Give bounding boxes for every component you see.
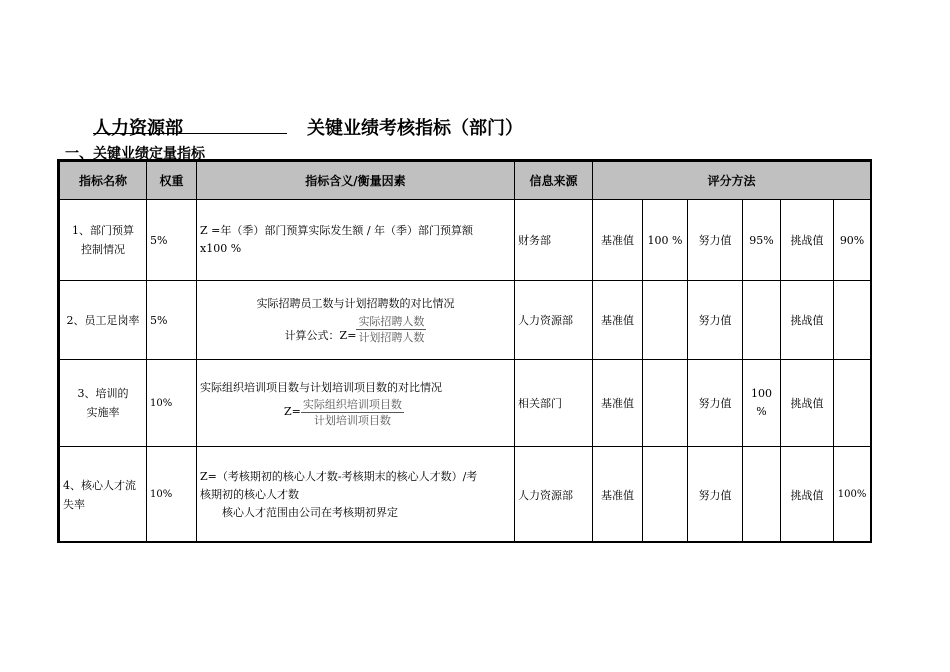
row-name-line: 3、培训的 [77,387,129,400]
row-name-line: 控制情况 [81,243,125,256]
row-weight: 5% [147,200,197,281]
row-source: 人力资源部 [515,281,593,360]
base-label: 基准值 [593,360,643,447]
effort-label: 努力值 [688,360,743,447]
effort-label: 努力值 [688,281,743,360]
base-value [643,447,688,543]
formula-fraction [301,397,404,428]
effort-value-line: 100 [751,387,772,400]
base-label: 基准值 [593,281,643,360]
row-source: 相关部门 [515,360,593,447]
effort-value: 95% [743,200,781,281]
base-label: 基准值 [593,200,643,281]
table-row [60,447,871,543]
row-source: 人力资源部 [515,447,593,543]
header-scoring: 评分方法 [593,162,871,200]
row-weight: 10% [147,447,197,543]
row-description [197,281,515,360]
effort-label: 努力值 [688,447,743,543]
effort-value [743,281,781,360]
desc-line: 实际招聘员工数与计划招聘数的对比情况 [256,297,455,310]
effort-value [743,360,781,447]
header-weight: 权重 [147,162,197,200]
challenge-value: 90% [834,200,871,281]
row-name-line: 失率 [63,497,85,511]
challenge-value [834,281,871,360]
base-value [643,281,688,360]
row-name-line: 4、核心人才流 [63,478,136,492]
challenge-label: 挑战值 [781,360,834,447]
page-title: 关键业绩考核指标（部门） [307,118,523,139]
department-name: 人力资源部 [93,118,183,139]
row-name-line: 1、部门预算 [72,224,134,237]
formula-numerator: 实际招聘人数 [358,314,425,328]
formula-denominator: 计划培训项目数 [313,413,391,427]
base-value [643,360,688,447]
table-row [60,200,871,281]
base-label: 基准值 [593,447,643,543]
desc-line: 核心人才范围由公司在考核期初界定 [222,505,398,519]
table-header-row [60,162,871,200]
row-description [197,200,515,281]
row-source: 财务部 [515,200,593,281]
department-underline [93,133,287,134]
row-name [60,360,147,447]
formula [285,313,427,345]
formula-fraction [356,314,426,345]
table-row [60,360,871,447]
row-name-line: 实施率 [86,406,120,419]
desc-line: Z=（考核期初的核心人才数-考核期末的核心人才数）/考 [200,469,478,483]
header-meaning: 指标含义/衡量因素 [197,162,515,200]
formula [284,397,404,428]
effort-value [743,447,781,543]
header-source: 信息来源 [515,162,593,200]
effort-label: 努力值 [688,200,743,281]
kpi-table-frame [57,159,872,543]
challenge-label: 挑战值 [781,281,834,360]
desc-line: 实际组织培训项目数与计划培训项目数的对比情况 [200,380,442,394]
row-weight: 5% [147,281,197,360]
desc-line: x100 % [200,242,242,255]
row-weight: 10% [147,360,197,447]
section-title: 一、关键业绩定量指标 [65,146,205,162]
challenge-value: 100% [834,447,871,543]
header-name: 指标名称 [60,162,147,200]
challenge-label: 挑战值 [781,447,834,543]
formula-prefix: Z= [284,405,301,418]
row-description [197,360,515,447]
formula-prefix: 计算公式：Z= [284,329,357,342]
desc-line: Z =年（季）部门预算实际发生额 / 年（季）部门预算额 [200,224,474,237]
challenge-value [834,360,871,447]
formula-numerator: 实际组织培训项目数 [302,397,402,411]
desc-line: 核期初的核心人才数 [200,487,299,501]
kpi-table [59,161,871,543]
effort-value-line: % [756,405,767,418]
formula-denominator: 计划招聘人数 [358,330,425,344]
table-row [60,281,871,360]
row-description [197,447,515,543]
challenge-label: 挑战值 [781,200,834,281]
row-name: 2、员工足岗率 [60,281,147,360]
row-name [60,200,147,281]
row-name [60,447,147,543]
base-value: 100 % [643,200,688,281]
